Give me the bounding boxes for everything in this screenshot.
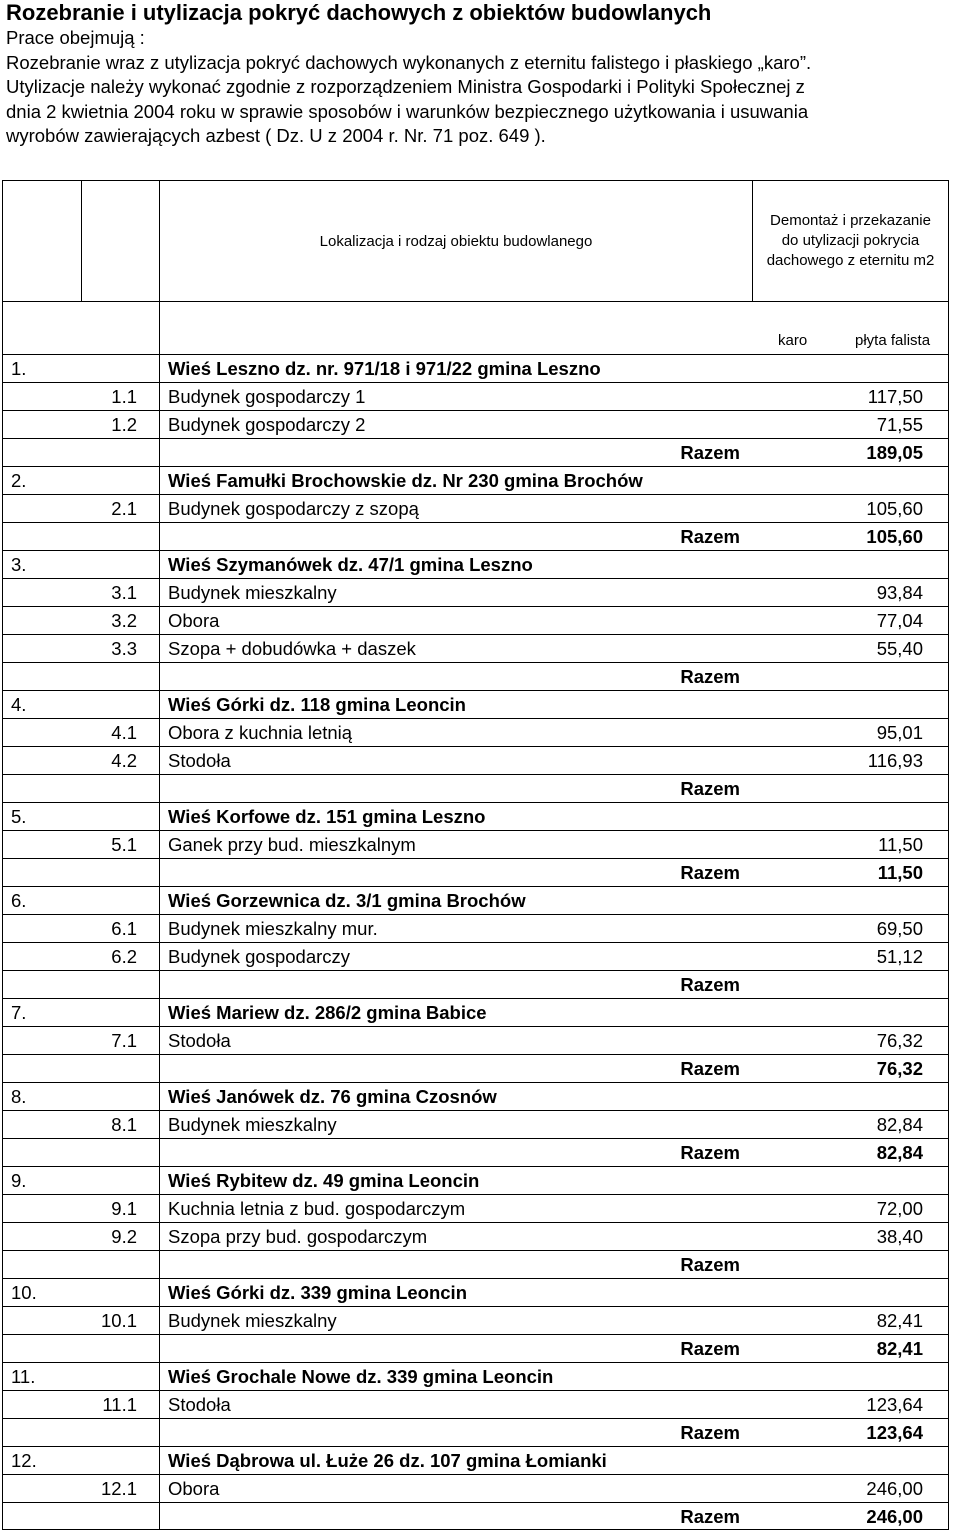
item-number: 3.3: [111, 638, 137, 659]
item-number: 10.1: [100, 1310, 137, 1331]
location-name: Wieś Leszno dz. nr. 971/18 i 971/22 gmina Leszno: [168, 358, 601, 379]
table-row: [2, 1054, 949, 1082]
column-divider: [159, 523, 160, 550]
item-value: 246,00: [866, 1478, 923, 1499]
item-name: Budynek gospodarczy 1: [168, 386, 366, 407]
location-number: 11.: [11, 1366, 36, 1387]
razem-label: Razem: [680, 666, 740, 687]
intro: [6, 0, 956, 149]
location-name: Wieś Górki dz. 118 gmina Leoncin: [168, 694, 466, 715]
table-row: [2, 494, 949, 522]
item-value: 82,84: [876, 1114, 923, 1135]
table-row: [2, 718, 949, 746]
item-value: 69,50: [876, 918, 923, 939]
column-divider: [159, 635, 160, 662]
location-name: Wieś Górki dz. 339 gmina Leoncin: [168, 1282, 467, 1303]
table-row: [2, 858, 949, 886]
column-divider: [159, 859, 160, 886]
location-number: 10.: [11, 1282, 37, 1303]
table-row: [2, 1474, 949, 1502]
table-row: [2, 746, 949, 774]
column-divider: [159, 302, 160, 354]
column-divider: [159, 439, 160, 466]
column-divider: [159, 607, 160, 634]
item-name: Budynek mieszkalny: [168, 1310, 337, 1331]
razem-label: Razem: [680, 778, 740, 799]
item-number: 4.1: [111, 722, 137, 743]
table-row: [2, 1306, 949, 1334]
column-divider: [159, 495, 160, 522]
table-row: [2, 690, 949, 718]
table-row: [2, 1390, 949, 1418]
table-row: [2, 1250, 949, 1278]
item-value: 82,41: [876, 1310, 923, 1331]
item-number: 11.1: [102, 1394, 137, 1415]
header-demontaz: Demontaż i przekazanie do utylizacji pokrycia dachowego z eternitu m2: [766, 212, 935, 269]
table-row: [2, 1334, 949, 1362]
razem-value: 82,84: [876, 1142, 923, 1163]
subheader-plyta-falista: płyta falista: [855, 332, 931, 349]
table-row: [2, 1138, 949, 1166]
item-number: 4.2: [111, 750, 137, 771]
table-row: [2, 606, 949, 634]
column-divider: [159, 719, 160, 746]
intro-line: Rozebranie wraz z utylizacja pokryć dachowych wykonanych z eternitu falistego i płaskiego „karo”.: [6, 51, 812, 73]
item-number: 6.1: [111, 918, 137, 939]
intro-line: wyrobów zawierających azbest ( Dz. U z 2004 r. Nr. 71 poz. 649 ).: [6, 125, 546, 146]
location-number: 12.: [11, 1450, 37, 1471]
table-row: [2, 1166, 949, 1194]
column-divider: [159, 1475, 160, 1502]
table-row: [2, 1194, 949, 1222]
column-divider: [159, 691, 160, 718]
item-number: 6.2: [111, 946, 137, 967]
column-divider: [159, 1055, 160, 1082]
column-divider: [159, 1027, 160, 1054]
location-number: 7.: [11, 1002, 27, 1023]
item-value: 123,64: [866, 1394, 923, 1415]
column-divider: [159, 887, 160, 914]
item-number: 1.2: [111, 414, 137, 435]
item-number: 3.2: [111, 610, 137, 631]
item-name: Szopa przy bud. gospodarczym: [168, 1226, 428, 1247]
item-name: Budynek gospodarczy 2: [168, 414, 366, 435]
subheader-karo: karo: [778, 332, 808, 349]
column-divider: [159, 467, 160, 494]
column-divider: [159, 383, 160, 410]
item-name: Budynek mieszkalny mur.: [168, 918, 378, 939]
item-number: 2.1: [111, 498, 137, 519]
item-value: 11,50: [878, 834, 923, 855]
column-divider: [159, 971, 160, 998]
razem-label: Razem: [680, 1506, 740, 1527]
item-name: Stodoła: [168, 1394, 231, 1415]
item-value: 116,93: [867, 750, 923, 771]
razem-label: Razem: [680, 526, 740, 547]
item-number: 3.1: [111, 582, 137, 603]
column-divider: [159, 355, 160, 382]
table-row: [2, 1446, 949, 1474]
location-number: 9.: [11, 1170, 27, 1191]
item-name: Ganek przy bud. mieszkalnym: [168, 834, 416, 855]
razem-label: Razem: [680, 974, 740, 995]
razem-value: 82,41: [876, 1338, 923, 1359]
table-row: [2, 914, 949, 942]
column-divider: [159, 1195, 160, 1222]
column-divider: [159, 1503, 160, 1529]
column-divider: [159, 1111, 160, 1138]
razem-value: 105,60: [866, 526, 923, 547]
table-subheader: [2, 302, 949, 354]
razem-label: Razem: [680, 1058, 740, 1079]
column-divider: [159, 1279, 160, 1306]
table-row: [2, 550, 949, 578]
item-number: 12.1: [100, 1478, 137, 1499]
table-row: [2, 998, 949, 1026]
table-row: [2, 634, 949, 662]
column-divider: [159, 579, 160, 606]
item-name: Stodoła: [168, 1030, 231, 1051]
razem-label: Razem: [680, 862, 740, 883]
column-divider: [159, 915, 160, 942]
column-divider: [159, 1251, 160, 1278]
table-row: [2, 410, 949, 438]
location-name: Wieś Korfowe dz. 151 gmina Leszno: [168, 806, 486, 827]
intro-line: Prace obejmują :: [6, 27, 145, 48]
table-row: [2, 1222, 949, 1250]
item-name: Kuchnia letnia z bud. gospodarczym: [168, 1198, 466, 1219]
column-divider: [159, 1167, 160, 1194]
item-value: 76,32: [876, 1030, 923, 1051]
item-number: 1.1: [111, 386, 137, 407]
location-name: Wieś Famułki Brochowskie dz. Nr 230 gmina Brochów: [168, 470, 643, 491]
location-number: 3.: [11, 554, 27, 575]
column-divider: [159, 747, 160, 774]
razem-label: Razem: [680, 1338, 740, 1359]
item-name: Stodoła: [168, 750, 231, 771]
item-name: Obora: [168, 1478, 220, 1499]
table-row: [2, 354, 949, 382]
table-header: [2, 180, 949, 302]
item-value: 38,40: [876, 1226, 923, 1247]
intro-line: Utylizacje należy wykonać zgodnie z rozporządzeniem Ministra Gospodarki i Polityki Społecznej z: [6, 76, 805, 97]
table-row: [2, 774, 949, 802]
item-value: 51,12: [876, 946, 923, 967]
table-row: [2, 438, 949, 466]
item-value: 55,40: [876, 638, 923, 659]
location-name: Wieś Mariew dz. 286/2 gmina Babice: [168, 1002, 487, 1023]
location-name: Wieś Grochale Nowe dz. 339 gmina Leoncin: [168, 1366, 554, 1387]
item-value: 105,60: [866, 498, 923, 519]
column-divider: [159, 803, 160, 830]
column-divider: [159, 1223, 160, 1250]
item-name: Budynek mieszkalny: [168, 1114, 337, 1135]
page-title: Rozebranie i utylizacja pokryć dachowych z obiektów budowlanych: [6, 0, 712, 25]
item-number: 9.1: [111, 1198, 137, 1219]
column-divider: [159, 1335, 160, 1362]
item-number: 8.1: [111, 1114, 137, 1135]
location-number: 5.: [11, 806, 27, 827]
razem-label: Razem: [680, 1422, 740, 1443]
column-divider: [81, 181, 82, 301]
location-name: Wieś Dąbrowa ul. Łuże 26 dz. 107 gmina Łomianki: [168, 1450, 607, 1471]
table-row: [2, 830, 949, 858]
item-value: 77,04: [876, 610, 923, 631]
location-name: Wieś Szymanówek dz. 47/1 gmina Leszno: [168, 554, 533, 575]
table-row: [2, 466, 949, 494]
item-number: 5.1: [111, 834, 137, 855]
table-row: [2, 1502, 949, 1530]
item-name: Szopa + dobudówka + daszek: [168, 638, 416, 659]
column-divider: [159, 1419, 160, 1446]
header-location: Lokalizacja i rodzaj obiektu budowlanego: [319, 232, 593, 250]
column-divider: [159, 1139, 160, 1166]
item-value: 95,01: [876, 722, 923, 743]
location-number: 4.: [11, 694, 27, 715]
intro-line: dnia 2 kwietnia 2004 roku w sprawie sposobów i warunków bezpiecznego użytkowania i usuwania: [6, 100, 809, 122]
item-name: Obora: [168, 610, 220, 631]
table-row: [2, 886, 949, 914]
table-row: [2, 522, 949, 550]
table-row: [2, 802, 949, 830]
column-divider: [159, 551, 160, 578]
item-number: 9.2: [111, 1226, 137, 1247]
table-row: [2, 942, 949, 970]
item-value: 71,55: [876, 414, 923, 435]
table-body: [2, 354, 949, 1530]
location-number: 8.: [11, 1086, 27, 1107]
table-row: [2, 382, 949, 410]
razem-value: 76,32: [876, 1058, 923, 1079]
table-row: [2, 1418, 949, 1446]
column-divider: [159, 943, 160, 970]
table-row: [2, 1110, 949, 1138]
item-value: 117,50: [867, 386, 923, 407]
column-divider: [159, 1447, 160, 1474]
column-divider: [159, 831, 160, 858]
table-row: [2, 1026, 949, 1054]
razem-label: Razem: [680, 1254, 740, 1275]
table-row: [2, 1082, 949, 1110]
table-row: [2, 662, 949, 690]
razem-value: 246,00: [866, 1506, 923, 1527]
column-divider: [159, 411, 160, 438]
location-number: 1.: [11, 358, 27, 379]
razem-label: Razem: [680, 1142, 740, 1163]
razem-value: 123,64: [866, 1422, 923, 1443]
table-row: [2, 1362, 949, 1390]
column-divider: [159, 1363, 160, 1390]
column-divider: [159, 999, 160, 1026]
column-divider: [159, 1391, 160, 1418]
column-divider: [159, 1307, 160, 1334]
location-name: Wieś Gorzewnica dz. 3/1 gmina Brochów: [168, 890, 526, 911]
item-value: 93,84: [876, 582, 923, 603]
razem-value: 11,50: [877, 862, 923, 883]
column-divider: [159, 775, 160, 802]
item-name: Budynek gospodarczy: [168, 946, 351, 967]
item-name: Budynek gospodarczy z szopą: [168, 498, 419, 519]
location-number: 6.: [11, 890, 27, 911]
column-divider: [159, 1083, 160, 1110]
table-row: [2, 578, 949, 606]
item-value: 72,00: [876, 1198, 923, 1219]
razem-label: Razem: [680, 442, 740, 463]
location-name: Wieś Rybitew dz. 49 gmina Leoncin: [168, 1170, 480, 1191]
column-divider: [159, 663, 160, 690]
table-row: [2, 1278, 949, 1306]
razem-value: 189,05: [866, 442, 923, 463]
item-name: Obora z kuchnia letnią: [168, 722, 353, 743]
item-number: 7.1: [111, 1030, 137, 1051]
location-number: 2.: [11, 470, 27, 491]
item-name: Budynek mieszkalny: [168, 582, 337, 603]
table-row: [2, 970, 949, 998]
location-name: Wieś Janówek dz. 76 gmina Czosnów: [168, 1086, 497, 1107]
